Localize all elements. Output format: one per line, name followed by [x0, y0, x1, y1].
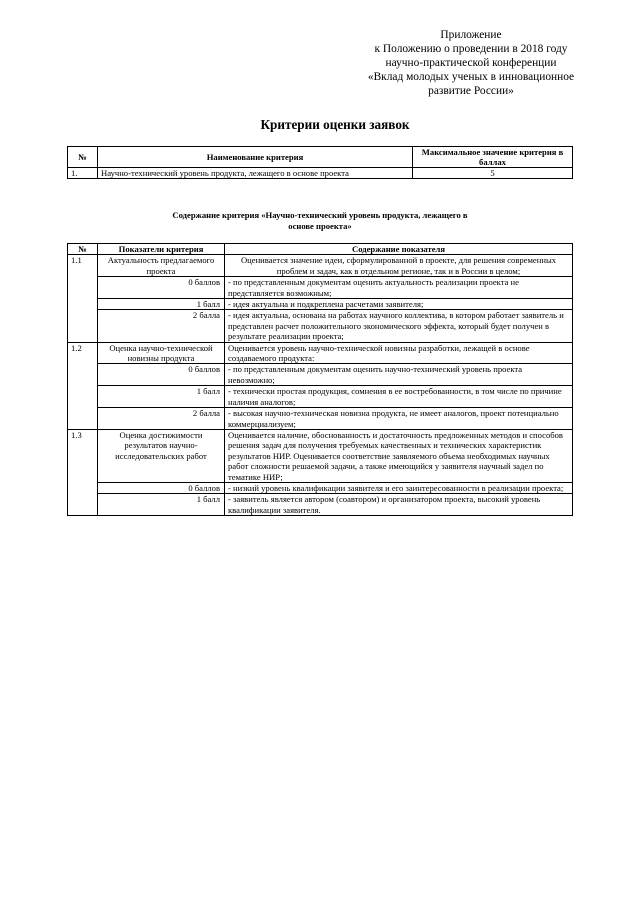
indicators-table [67, 243, 573, 516]
appendix-line: Приложение [440, 29, 502, 41]
table-row [68, 429, 573, 482]
table-row [68, 386, 573, 408]
score-text-cell: - высокая научно-техническая новизна продукта, не имеет аналогов, проект потенциально коммерциализуем; [225, 408, 573, 430]
table-row [68, 342, 573, 364]
score-label-cell: 2 балла [98, 310, 225, 342]
indicator-name-cell: Оценка научно-технической новизны продукта [98, 342, 225, 364]
score-label-cell: 1 балл [98, 494, 225, 516]
appendix-line: «Вклад молодых ученых в инновационное [367, 71, 575, 83]
score-label-cell: 0 баллов [98, 364, 225, 386]
criteria-no-cell: 1. [68, 168, 98, 179]
table-row [68, 494, 573, 516]
score-text-cell: - технически простая продукция, сомнения в ее востребованности, в том числе по причине наличия аналогов; [225, 386, 573, 408]
score-text-cell: - по представленным документам оценить актуальность реализации проекта не представляется возможным; [225, 277, 573, 299]
table-row [68, 255, 573, 277]
indicator-name-cell: Оценка достижимости результатов научно-исследовательских работ [98, 429, 225, 482]
score-label-cell: 2 балла [98, 408, 225, 430]
indicator-description-cell: Оценивается наличие, обоснованность и достаточность предложенных методов и способов решения задач для получения требуемых качественных и технических характеристик результатов НИР. Оценивается соответствие заявляемого объема необходимых научных работ сложности решаемой задачи, а также имеющийся у заявителя научный задел по тематике НИР; [225, 429, 573, 482]
appendix-line: научно-практической конференции [385, 57, 557, 69]
score-text-cell: - низкий уровень квалификации заявителя и его заинтересованности в реализации проекта; [225, 482, 573, 493]
score-text-cell: - заявитель является автором (соавтором) и организатором проекта, высокий уровень квалификации заявителя. [225, 494, 573, 516]
score-text-cell: - идея актуальна, основана на работах научного коллектива, в котором работает заявитель и представлен расчет положительного экономического эффекта, который будет получен в результате реализации проекта; [225, 310, 573, 342]
table-row [68, 168, 573, 179]
table-row [68, 482, 573, 493]
section-subtitle: Содержание критерия «Научно-технический уровень продукта, лежащего в основе проекта» [172, 210, 468, 231]
table-header-row [68, 244, 573, 255]
column-header-content: Содержание показателя [225, 244, 573, 255]
table-row [68, 299, 573, 310]
score-label-cell: 0 баллов [98, 482, 225, 493]
criteria-table [67, 146, 573, 179]
table-row [68, 364, 573, 386]
table-header-row [68, 147, 573, 168]
appendix-header [330, 28, 612, 98]
indicator-no-cell: 1.1 [68, 255, 98, 342]
score-text-cell: - идея актуальна и подкреплена расчетами заявителя; [225, 299, 573, 310]
table-row [68, 277, 573, 299]
appendix-line: к Положению о проведении в 2018 году [374, 43, 568, 55]
score-label-cell: 0 баллов [98, 277, 225, 299]
indicator-description-cell: Оценивается уровень научно-технической новизны разработки, лежащей в основе создаваемого продукта: [225, 342, 573, 364]
column-header-no: № [68, 244, 98, 255]
table-row [68, 310, 573, 342]
appendix-line: развитие России» [428, 85, 514, 97]
indicator-description-cell: Оценивается значение идеи, сформулированной в проекте, для решения современных проблем и задач, как в отдельном регионе, так и в России в целом; [225, 255, 573, 277]
column-header-no: № [68, 147, 98, 168]
criteria-name-cell: Научно-технический уровень продукта, лежащего в основе проекта [98, 168, 413, 179]
page-title: Критерии оценки заявок [260, 117, 410, 132]
column-header-indicator: Показатели критерия [98, 244, 225, 255]
indicator-name-cell: Актуальность предлагаемого проекта [98, 255, 225, 277]
indicator-no-cell: 1.2 [68, 342, 98, 429]
column-header-name: Наименование критерия [98, 147, 413, 168]
score-label-cell: 1 балл [98, 386, 225, 408]
indicator-no-cell: 1.3 [68, 429, 98, 515]
score-label-cell: 1 балл [98, 299, 225, 310]
table-row [68, 408, 573, 430]
score-text-cell: - по представленным документам оценить научно-технический уровень проекта невозможно; [225, 364, 573, 386]
column-header-max: Максимальное значение критерия в баллах [413, 147, 573, 168]
criteria-max-cell: 5 [413, 168, 573, 179]
